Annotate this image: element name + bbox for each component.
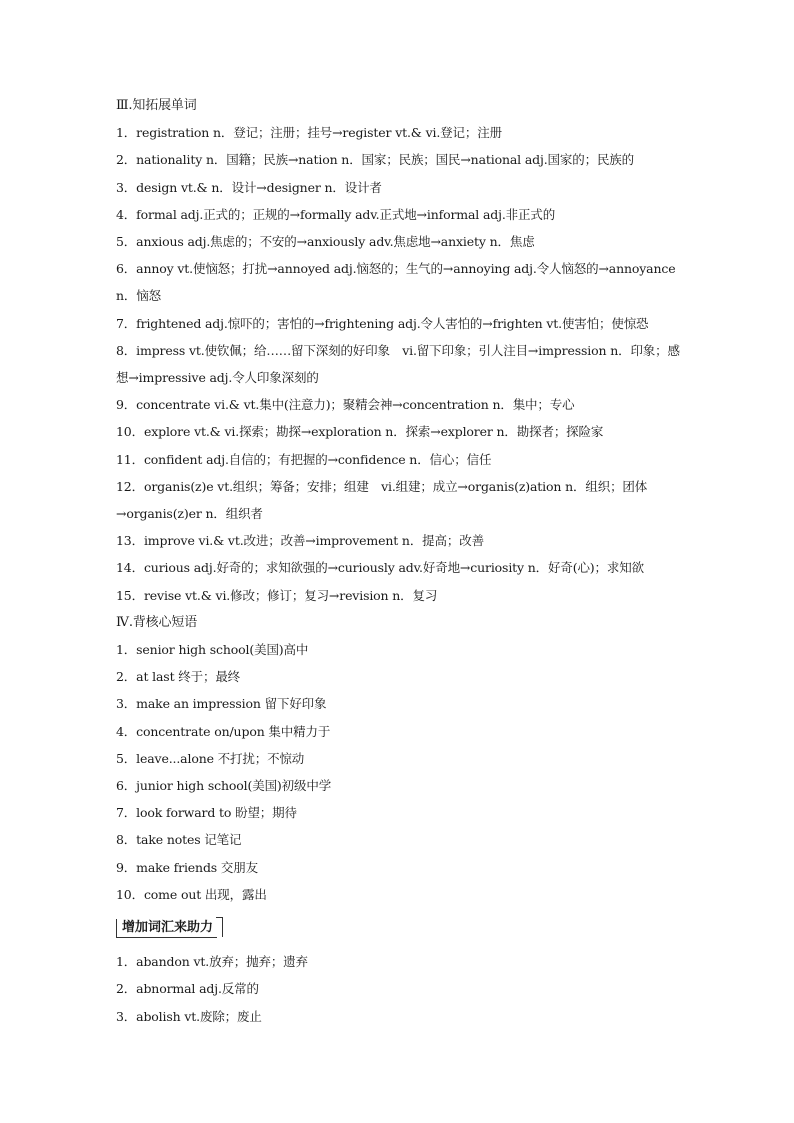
list-item: 1．senior high school(美国)高中 — [116, 642, 309, 658]
list-item: 1．registration n．登记；注册；挂号→register vt.& vi.登记；注册 — [116, 125, 502, 141]
list-item: 6．junior high school(美国)初级中学 — [116, 778, 332, 794]
list-item: 15．revise vt.& vi.修改；修订；复习→revision n．复习 — [116, 587, 438, 603]
list-item: 4．concentrate on/upon 集中精力于 — [116, 723, 331, 739]
list-item: 3．make an impression 留下好印象 — [116, 696, 327, 712]
document-page — [116, 92, 682, 1030]
list-item: 4．formal adj.正式的；正规的→formally adv.正式地→informal adj.非正式的 — [116, 206, 556, 222]
list-item: 2．nationality n．国籍；民族→nation n．国家；民族；国民→national adj.国家的；民族的 — [116, 152, 635, 168]
list-item: 7．look forward to 盼望；期待 — [116, 805, 297, 821]
list-item: 9．make friends 交朋友 — [116, 859, 258, 875]
list-item: 12．organis(z)e vt.组织；筹备；安排；组建 vi.组建；成立→organis(z)ation n．组织；团体→organis(z)er n．组织者 — [116, 478, 648, 522]
section-5-header — [116, 908, 682, 948]
list-item: 7．frightened adj.惊吓的；害怕的→frightening adj.令人害怕的→frighten vt.使害怕；使惊恐 — [116, 315, 649, 331]
list-item: 6．annoy vt.使恼怒；打扰→annoyed adj.恼怒的；生气的→annoying adj.令人恼怒的→annoyance n．恼怒 — [116, 261, 676, 304]
list-item: 3．abolish vt.废除；废止 — [116, 1008, 262, 1024]
list-item: 10．come out 出现，露出 — [116, 886, 267, 902]
list-item: 11．confident adj.自信的；有把握的→confidence n．信心；信任 — [116, 451, 492, 467]
list-item: 2．at last 终于；最终 — [116, 669, 241, 685]
list-item: 2．abnormal adj.反常的 — [116, 981, 259, 997]
list-item: 10．explore vt.& vi.探索；勘探→exploration n．探索→explorer n．勘探者；探险家 — [116, 424, 604, 440]
list-item: 1．abandon vt.放弃；抛弃；遗弃 — [116, 954, 308, 970]
list-item: 5．leave...alone 不打扰；不惊动 — [116, 750, 305, 766]
list-item: 5．anxious adj.焦虑的；不安的→anxiously adv.焦虑地→anxiety n．焦虑 — [116, 234, 535, 250]
section-3-title: Ⅲ.知拓展单词 — [116, 98, 197, 113]
list-item: 8．take notes 记笔记 — [116, 832, 242, 848]
section-4-title: Ⅳ.背核心短语 — [116, 614, 198, 630]
list-item: 13．improve vi.& vt.改进；改善→improvement n．提高；改善 — [116, 533, 484, 549]
section-5-title: 增加词汇来助力 — [116, 919, 217, 938]
list-item: 9．concentrate vi.& vt.集中(注意力)；聚精会神→concentration n．集中；专心 — [116, 397, 575, 413]
list-item: 3．design vt.& n．设计→designer n．设计者 — [116, 179, 382, 195]
list-item: 14．curious adj.好奇的；求知欲强的→curiously adv.好奇地→curiosity n．好奇(心)；求知欲 — [116, 560, 644, 576]
list-item: 8．impress vt.使钦佩；给……留下深刻的好印象 vi.留下印象；引人注目→impression n．印象；感想→impressive adj.令人印象深刻的 — [116, 342, 680, 386]
